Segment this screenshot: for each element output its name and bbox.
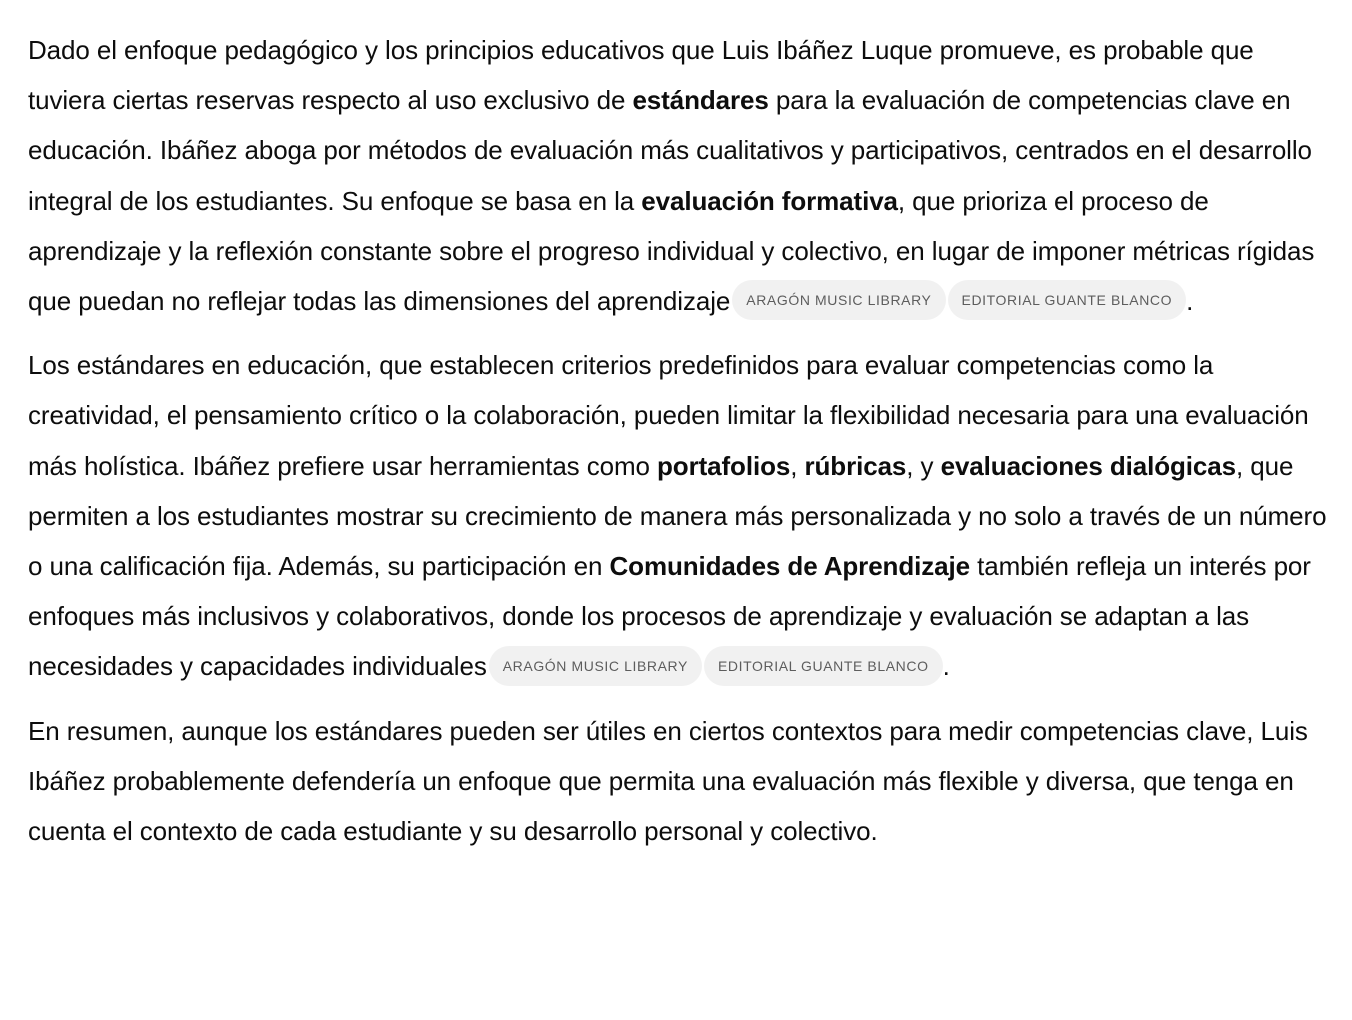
text-segment: Dado el enfoque pedagógico y los principios educativos que Luis Ibáñez Luque promueve, es probable que tuviera ciertas reservas respecto al uso exclusivo de [28,35,1254,116]
bold-term: Comunidades de Aprendizaje [609,551,970,582]
citation-pill[interactable]: ARAGÓN MUSIC LIBRARY [489,646,702,686]
text-segment: , que permiten a los estudiantes mostrar su crecimiento de manera más personalizada y no solo a través de un número o una calificación fija. Además, su participación en [28,450,1327,582]
text-segment: Los estándares en educación, que establecen criterios predefinidos para evaluar competencias como la creatividad, el pensamiento crítico o la colaboración, pueden limitar la flexibilidad necesaria para una evaluación más holística. Ibáñez prefiere usar herramientas como [28,350,1309,481]
bold-term: portafolios [657,450,791,481]
text-segment: , y [906,450,941,481]
paragraph-1 [28,25,1328,326]
citation-pill[interactable]: EDITORIAL GUANTE BLANCO [948,280,1187,320]
assistant-response [28,25,1328,870]
bold-term: evaluación formativa [641,185,898,216]
citation-pill[interactable]: EDITORIAL GUANTE BLANCO [704,646,943,686]
bold-term: estándares [632,85,769,116]
text-segment: para la evaluación de competencias clave en educación. Ibáñez aboga por métodos de evaluación más cualitativos y participativos, centrados en el desarrollo integral de los estudiantes. Su enfoque se basa en la [28,85,1312,216]
text-segment: . [1186,286,1194,317]
paragraph-3 [28,706,1328,857]
text-segment: , [790,450,805,481]
citation-pill[interactable]: ARAGÓN MUSIC LIBRARY [732,280,945,320]
text-segment: también refleja un interés por enfoques más inclusivos y colaborativos, donde los procesos de aprendizaje y evaluación se adaptan a las necesidades y capacidades individuales [28,551,1311,682]
bold-term: evaluaciones dialógicas [940,450,1236,481]
text-segment: . [942,651,950,682]
text-segment: En resumen, aunque los estándares pueden ser útiles en ciertos contextos para medir competencias clave, Luis Ibáñez probablemente defendería un enfoque que permita una evaluación más flexible y diversa, que tenga en cuenta el contexto de cada estudiante y su desarrollo personal y colectivo. [28,715,1308,847]
paragraph-2 [28,340,1328,691]
bold-term: rúbricas [804,450,907,481]
text-segment: , que prioriza el proceso de aprendizaje y la reflexión constante sobre el progreso individual y colectivo, en lugar de imponer métricas rígidas que puedan no reflejar todas las dimensiones del aprendizaje [28,185,1315,317]
